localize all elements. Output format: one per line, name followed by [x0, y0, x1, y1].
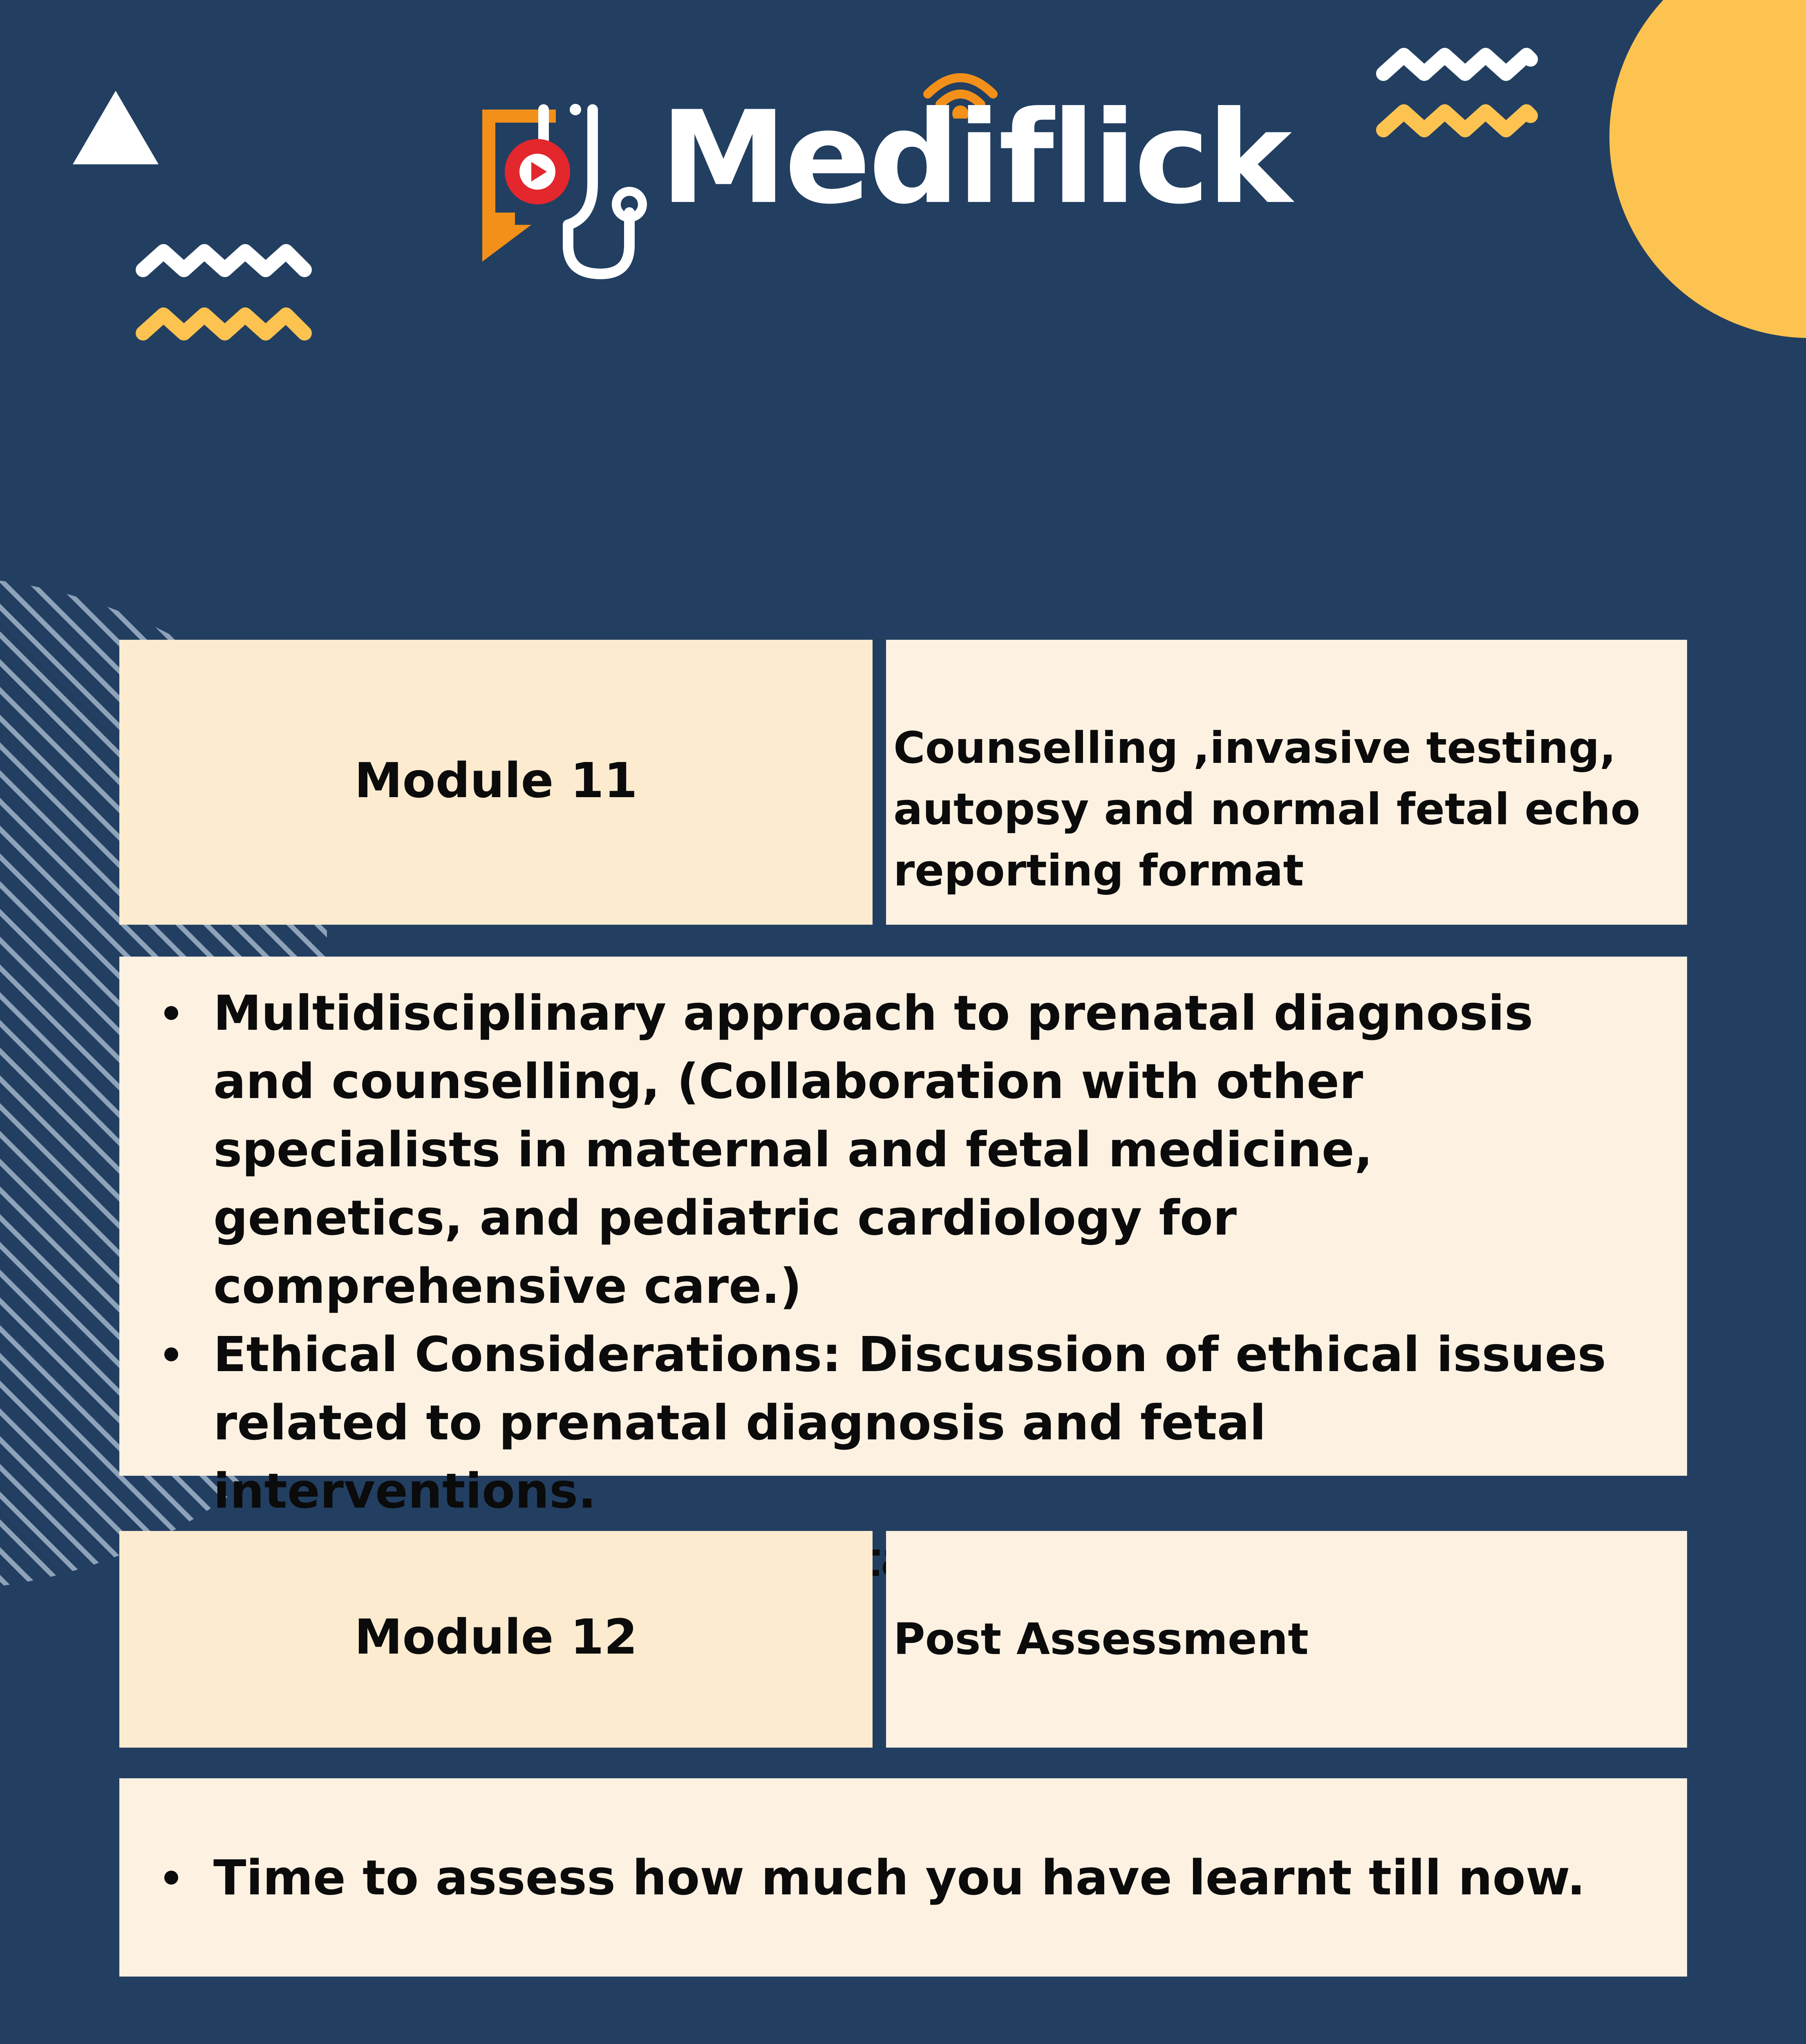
play-icon	[505, 139, 570, 204]
module-11-title-line: autopsy and normal fetal echo	[893, 784, 1640, 834]
list-item: Multidisciplinary approach to prenatal diagnosis and counselling, (Collaboration with other specialists in maternal and fetal medicine, genetics, and pediatric cardiology for comprehensive care.)	[119, 979, 1631, 1320]
list-item: Ethical Considerations: Discussion of ethical issues related to prenatal diagnosis and fetal interventions.	[119, 1320, 1631, 1525]
module-12-label: Module 12	[354, 1609, 638, 1665]
zigzag-yellow-right	[1383, 112, 1531, 130]
triangle-icon	[73, 91, 159, 164]
module-12-details-cell	[119, 1778, 1687, 1977]
module-11-bullet-list	[119, 979, 1631, 1594]
module-11-title-line: reporting format	[893, 845, 1304, 896]
module-12-title: Post Assessment	[893, 1614, 1309, 1664]
yellow-circle	[1609, 0, 1806, 338]
zigzag-white-right	[1383, 55, 1531, 74]
module-11-label: Module 11	[354, 752, 638, 809]
module-11-title-line: Counselling ,invasive testing,	[893, 723, 1616, 773]
zigzag-yellow-left	[143, 315, 304, 333]
module-11-details-cell	[119, 957, 1687, 1519]
module-11-title	[893, 717, 1640, 901]
module-12-title-cell	[886, 1531, 1687, 1748]
zigzag-white-left	[143, 251, 304, 270]
module-11-title-cell	[886, 640, 1687, 925]
module-12-bullet-list	[119, 1844, 1631, 1912]
brand-name: Mediflick	[660, 83, 1290, 232]
module-12-label-cell	[119, 1531, 873, 1748]
logo-mark	[470, 61, 666, 290]
module-11-label-cell	[119, 640, 873, 925]
list-item: Time to assess how much you have learnt till now.	[119, 1844, 1631, 1912]
